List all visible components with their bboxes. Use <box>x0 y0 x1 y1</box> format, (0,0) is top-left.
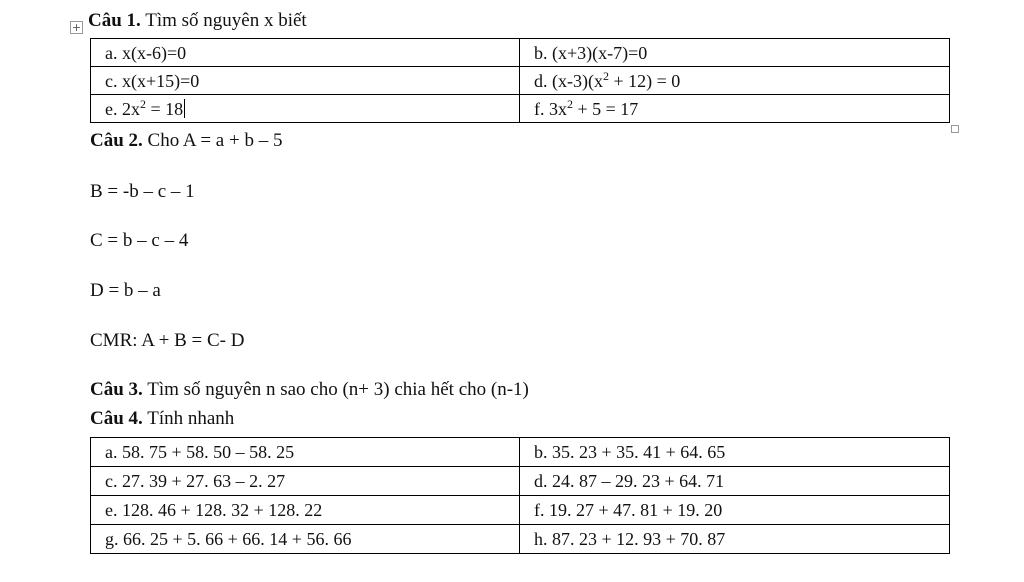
question-3-label: Câu 3. <box>90 379 143 400</box>
question-4-table <box>90 437 950 554</box>
table-cell[interactable]: g. 66. 25 + 5. 66 + 66. 14 + 56. 66 <box>91 525 520 554</box>
question-1-label: Câu 1. <box>88 10 141 31</box>
table-row <box>91 39 950 67</box>
question-2-label: Câu 2. <box>90 130 143 151</box>
table-cell[interactable]: c. x(x+15)=0 <box>91 67 520 95</box>
table-cell[interactable]: b. (x+3)(x-7)=0 <box>520 39 950 67</box>
table-cell[interactable]: d. 24. 87 – 29. 23 + 64. 71 <box>520 467 950 496</box>
table-cell[interactable]: h. 87. 23 + 12. 93 + 70. 87 <box>520 525 950 554</box>
question-1-text: Tìm số nguyên x biết <box>145 10 307 31</box>
question-4-label: Câu 4. <box>90 408 143 429</box>
question-2-line-c: C = b – c – 4 <box>90 230 189 251</box>
question-1-heading <box>88 10 307 32</box>
table-cell[interactable]: e. $2x^2 = 18$ <box>91 95 520 123</box>
question-2-prove: CMR: A + B = C- D <box>90 330 245 351</box>
table-cell[interactable]: c. 27. 39 + 27. 63 – 2. 27 <box>91 467 520 496</box>
table-row <box>91 467 950 496</box>
question-3-heading <box>90 379 529 401</box>
table-cell[interactable]: a. x(x-6)=0 <box>91 39 520 67</box>
table-cell[interactable]: b. 35. 23 + 35. 41 + 64. 65 <box>520 438 950 467</box>
table-row <box>91 438 950 467</box>
question-2-text: Cho A = a + b – 5 <box>147 130 283 151</box>
table-resize-handle-icon[interactable] <box>951 125 959 133</box>
table-row <box>91 496 950 525</box>
text-cursor <box>184 99 185 118</box>
question-1-table <box>90 38 950 123</box>
table-move-handle-icon[interactable]: + <box>71 21 82 34</box>
table-cell[interactable]: f. 19. 27 + 47. 81 + 19. 20 <box>520 496 950 525</box>
question-2-heading <box>90 130 282 152</box>
question-4-heading <box>90 408 234 430</box>
table-row <box>91 95 950 123</box>
table-row <box>91 525 950 554</box>
question-2-line-b: B = -b – c – 1 <box>90 181 195 202</box>
table-cell[interactable]: d. $(x-3)(x^2 + 12) = 0$ <box>520 67 950 95</box>
question-3-text: Tìm số nguyên n sao cho (n+ 3) chia hết cho (n-1) <box>147 379 529 400</box>
table-cell[interactable]: f. $3x^2 + 5 = 17$ <box>520 95 950 123</box>
table-row <box>91 67 950 95</box>
question-4-text: Tính nhanh <box>147 408 235 429</box>
table-cell[interactable]: e. 128. 46 + 128. 32 + 128. 22 <box>91 496 520 525</box>
table-cell[interactable]: a. 58. 75 + 58. 50 – 58. 25 <box>91 438 520 467</box>
question-2-line-d: D = b – a <box>90 280 161 301</box>
